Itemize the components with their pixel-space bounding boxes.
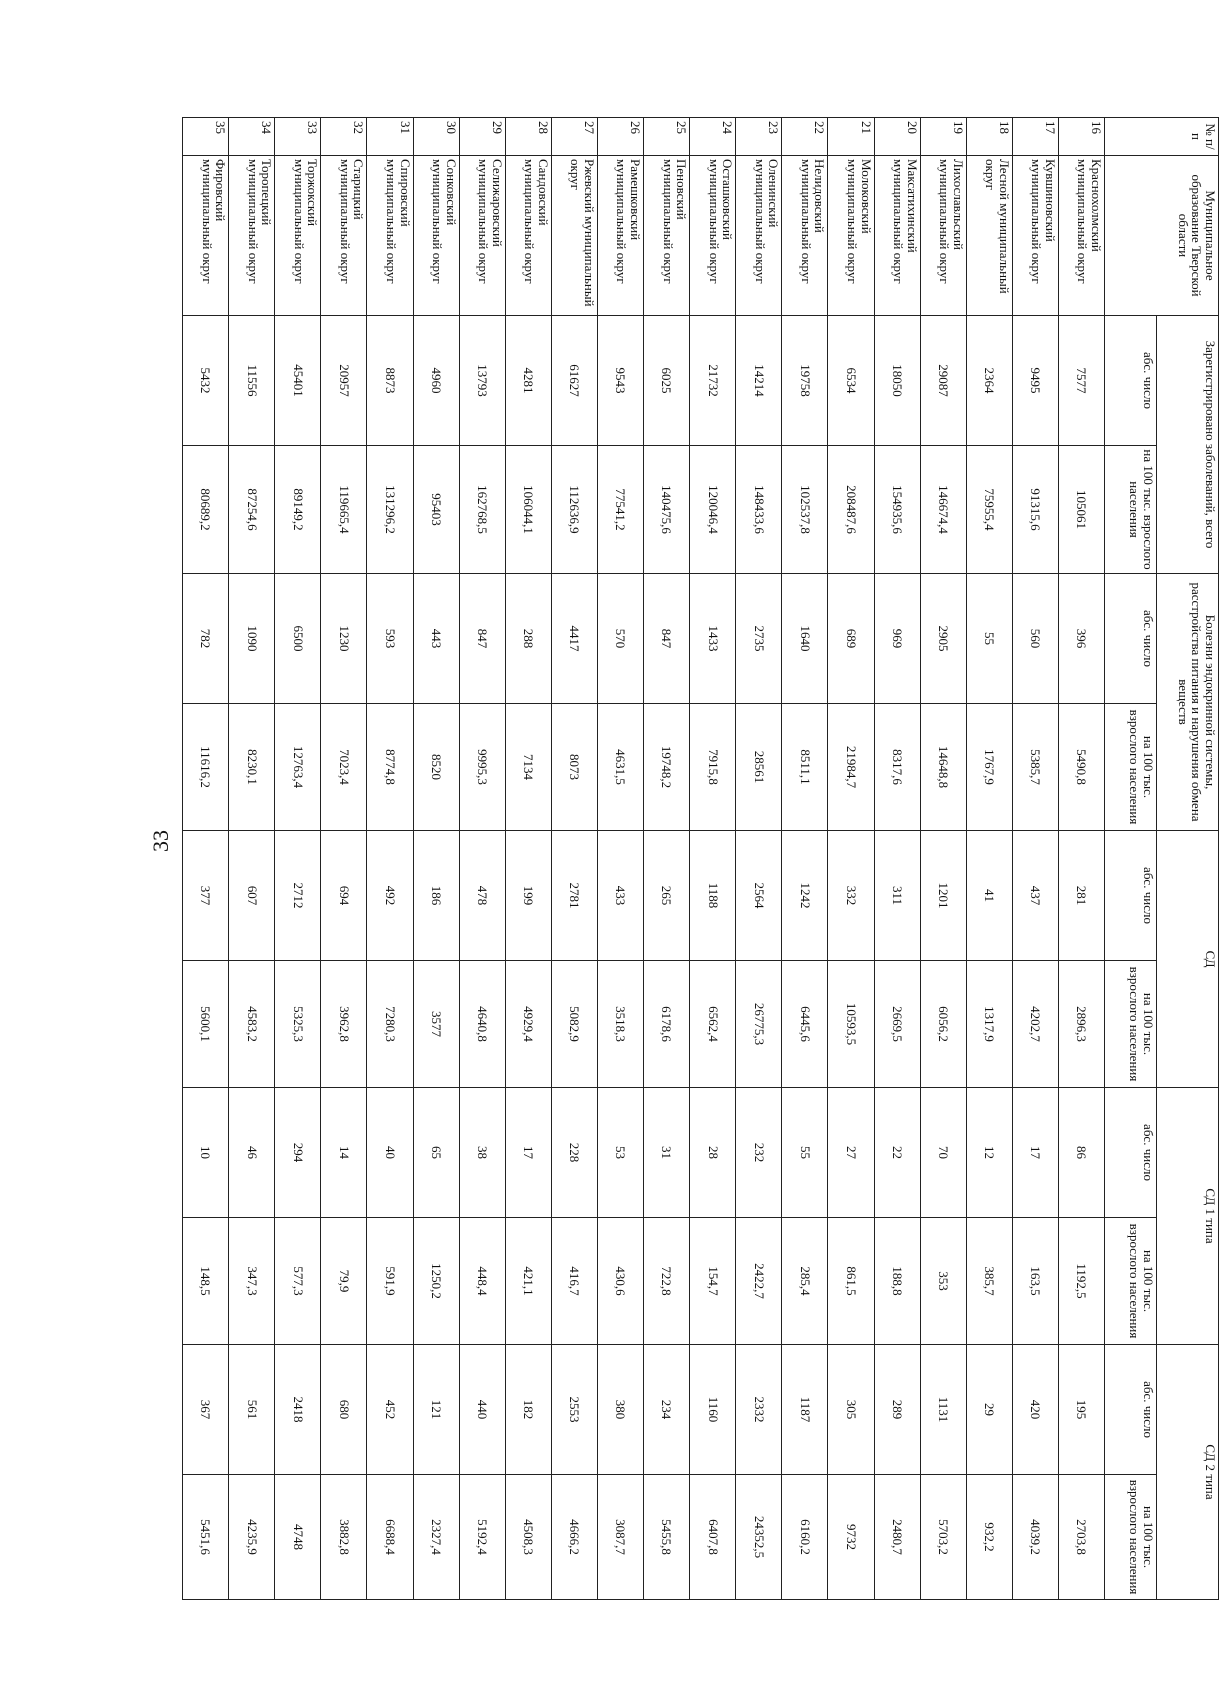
row-number: 29: [459, 118, 505, 156]
municipality-name: Сонковский муниципальный округ: [413, 156, 459, 316]
cell-abs: 560: [1012, 574, 1058, 704]
cell-per100k: 26775,3: [736, 961, 782, 1088]
cell-per100k: 208487,6: [828, 446, 874, 574]
cell-abs: 70: [920, 1088, 966, 1218]
table-row: [966, 118, 1012, 1600]
header-per100k: на 100 тыс. взрослого населения: [1105, 961, 1157, 1088]
header-per100k: на 100 тыс. взрослого населения: [1105, 1218, 1157, 1345]
header-abs: абс. число: [1105, 1088, 1157, 1218]
cell-per100k: 4631,5: [597, 704, 643, 831]
cell-per100k: 112636,9: [551, 446, 597, 574]
municipality-name: Нелидовский муниципальный округ: [782, 156, 828, 316]
cell-per100k: 154935,6: [874, 446, 920, 574]
cell-per100k: 577,3: [275, 1218, 321, 1345]
cell-abs: 14214: [736, 316, 782, 446]
row-number: 32: [321, 118, 367, 156]
cell-per100k: 3087,7: [597, 1475, 643, 1600]
table-row: [183, 118, 229, 1600]
cell-per100k: 722,8: [644, 1218, 690, 1345]
cell-abs: 311: [874, 831, 920, 961]
cell-abs: 41: [966, 831, 1012, 961]
cell-abs: 6500: [275, 574, 321, 704]
row-number: 26: [597, 118, 643, 156]
cell-abs: 694: [321, 831, 367, 961]
cell-abs: 228: [551, 1088, 597, 1218]
cell-per100k: 120046,4: [690, 446, 736, 574]
cell-per100k: 8317,6: [874, 704, 920, 831]
table-row: [367, 118, 413, 1600]
cell-abs: 13793: [459, 316, 505, 446]
cell-abs: 2735: [736, 574, 782, 704]
cell-abs: 433: [597, 831, 643, 961]
cell-per100k: 6407,8: [690, 1475, 736, 1600]
cell-per100k: 8073: [551, 704, 597, 831]
table-row: [413, 118, 459, 1600]
cell-per100k: 148,5: [183, 1218, 229, 1345]
cell-per100k: 4640,8: [459, 961, 505, 1088]
cell-per100k: 5451,6: [183, 1475, 229, 1600]
cell-per100k: 8230,1: [229, 704, 275, 831]
table-row: [690, 118, 736, 1600]
header-abs: абс. число: [1105, 1345, 1157, 1475]
cell-per100k: 591,9: [367, 1218, 413, 1345]
row-number: 33: [275, 118, 321, 156]
cell-abs: 9495: [1012, 316, 1058, 446]
page-number: [150, 830, 172, 852]
cell-abs: 7577: [1058, 316, 1104, 446]
cell-abs: 40: [367, 1088, 413, 1218]
cell-abs: 10: [183, 1088, 229, 1218]
header-abs: абс. число: [1105, 574, 1157, 704]
cell-per100k: 8774,8: [367, 704, 413, 831]
row-number: 34: [229, 118, 275, 156]
cell-abs: 1188: [690, 831, 736, 961]
header-per100k: на 100 тыс. взрослого населения: [1105, 446, 1157, 574]
cell-abs: 199: [505, 831, 551, 961]
cell-abs: 21732: [690, 316, 736, 446]
cell-abs: 782: [183, 574, 229, 704]
cell-abs: 29087: [920, 316, 966, 446]
cell-abs: 28: [690, 1088, 736, 1218]
municipality-name: Торопецкий муниципальный округ: [229, 156, 275, 316]
header-group-sd1: СД 1 типа: [1157, 1088, 1219, 1345]
municipality-name: Оленинский муниципальный округ: [736, 156, 782, 316]
cell-per100k: 5385,7: [1012, 704, 1058, 831]
cell-abs: 2553: [551, 1345, 597, 1475]
cell-abs: 4281: [505, 316, 551, 446]
municipality-name: Молоковский муниципальный округ: [828, 156, 874, 316]
cell-per100k: 146674,4: [920, 446, 966, 574]
cell-abs: 1201: [920, 831, 966, 961]
cell-abs: 452: [367, 1345, 413, 1475]
municipality-name: Кувшиновский муниципальный округ: [1012, 156, 1058, 316]
cell-per100k: 9732: [828, 1475, 874, 1600]
municipality-name: Сандовский муниципальный округ: [505, 156, 551, 316]
row-number: 22: [782, 118, 828, 156]
cell-abs: 1230: [321, 574, 367, 704]
cell-per100k: 3518,3: [597, 961, 643, 1088]
cell-per100k: 12763,4: [275, 704, 321, 831]
cell-per100k: 5703,2: [920, 1475, 966, 1600]
cell-abs: 2332: [736, 1345, 782, 1475]
cell-per100k: 421,1: [505, 1218, 551, 1345]
cell-per100k: 6056,2: [920, 961, 966, 1088]
cell-abs: 6025: [644, 316, 690, 446]
row-number: 20: [874, 118, 920, 156]
cell-per100k: 4508,3: [505, 1475, 551, 1600]
cell-abs: 294: [275, 1088, 321, 1218]
header-per100k: на 100 тыс. взрослого населения: [1105, 704, 1157, 831]
cell-per100k: 6688,4: [367, 1475, 413, 1600]
cell-per100k: 6562,4: [690, 961, 736, 1088]
cell-abs: 9543: [597, 316, 643, 446]
cell-per100k: 105061: [1058, 446, 1104, 574]
cell-abs: 2781: [551, 831, 597, 961]
cell-abs: 86: [1058, 1088, 1104, 1218]
cell-abs: 195: [1058, 1345, 1104, 1475]
cell-abs: 17: [505, 1088, 551, 1218]
table-row: [229, 118, 275, 1600]
municipality-name: Ржевский муниципальный округ: [551, 156, 597, 316]
header-number: № п/п: [1105, 118, 1219, 156]
rotated-table-container: [182, 117, 1219, 1595]
row-number: 31: [367, 118, 413, 156]
cell-per100k: 4666,2: [551, 1475, 597, 1600]
cell-per100k: 9995,3: [459, 704, 505, 831]
cell-per100k: 91315,6: [1012, 446, 1058, 574]
cell-abs: 11556: [229, 316, 275, 446]
header-group-total: Зарегистрировано заболеваний, всего: [1157, 316, 1219, 574]
cell-abs: 5432: [183, 316, 229, 446]
row-number: 16: [1058, 118, 1104, 156]
cell-abs: 61627: [551, 316, 597, 446]
cell-abs: 121: [413, 1345, 459, 1475]
cell-abs: 31: [644, 1088, 690, 1218]
cell-per100k: 3577: [413, 961, 459, 1088]
cell-abs: 186: [413, 831, 459, 961]
header-group-sd2: СД 2 типа: [1157, 1345, 1219, 1600]
cell-abs: 443: [413, 574, 459, 704]
row-number: 17: [1012, 118, 1058, 156]
cell-per100k: 353: [920, 1218, 966, 1345]
cell-per100k: 5455,8: [644, 1475, 690, 1600]
cell-abs: 17: [1012, 1088, 1058, 1218]
cell-abs: 4417: [551, 574, 597, 704]
cell-abs: 4960: [413, 316, 459, 446]
municipality-name: Селижаровский муниципальный округ: [459, 156, 505, 316]
row-number: 27: [551, 118, 597, 156]
table-row: [275, 118, 321, 1600]
cell-abs: 38: [459, 1088, 505, 1218]
cell-abs: 969: [874, 574, 920, 704]
cell-per100k: 2703,8: [1058, 1475, 1104, 1600]
cell-abs: 478: [459, 831, 505, 961]
cell-abs: 332: [828, 831, 874, 961]
cell-abs: 1242: [782, 831, 828, 961]
municipality-name: Осташковский муниципальный округ: [690, 156, 736, 316]
cell-abs: 55: [966, 574, 1012, 704]
cell-per100k: 154,7: [690, 1218, 736, 1345]
cell-per100k: 7915,8: [690, 704, 736, 831]
statistics-table: [182, 117, 1219, 1600]
table-row: [551, 118, 597, 1600]
municipality-name: Рамешковский муниципальный округ: [597, 156, 643, 316]
municipality-name: Лихославльский муниципальный округ: [920, 156, 966, 316]
cell-per100k: 131296,2: [367, 446, 413, 574]
cell-abs: 1640: [782, 574, 828, 704]
cell-abs: 1160: [690, 1345, 736, 1475]
cell-abs: 234: [644, 1345, 690, 1475]
header-group-endocrine: Болезни эндокринной системы, расстройства питания и нарушения обмена веществ: [1157, 574, 1219, 831]
cell-per100k: 8520: [413, 704, 459, 831]
municipality-name: Лесной муниципальный округ: [966, 156, 1012, 316]
cell-per100k: 7280,3: [367, 961, 413, 1088]
cell-per100k: 3882,8: [321, 1475, 367, 1600]
cell-abs: 29: [966, 1345, 1012, 1475]
cell-per100k: 5082,9: [551, 961, 597, 1088]
header-abs: абс. число: [1105, 316, 1157, 446]
cell-per100k: 5192,4: [459, 1475, 505, 1600]
cell-abs: 377: [183, 831, 229, 961]
cell-per100k: 4929,4: [505, 961, 551, 1088]
municipality-name: Спировский муниципальный округ: [367, 156, 413, 316]
cell-abs: 847: [459, 574, 505, 704]
cell-abs: 1131: [920, 1345, 966, 1475]
row-number: 23: [736, 118, 782, 156]
cell-abs: 18050: [874, 316, 920, 446]
cell-per100k: 385,7: [966, 1218, 1012, 1345]
cell-abs: 22: [874, 1088, 920, 1218]
cell-per100k: 95403: [413, 446, 459, 574]
cell-per100k: 148433,6: [736, 446, 782, 574]
table-row: [1012, 118, 1058, 1600]
cell-per100k: 6445,6: [782, 961, 828, 1088]
cell-abs: 437: [1012, 831, 1058, 961]
table-row: [920, 118, 966, 1600]
table-row: [321, 118, 367, 1600]
cell-abs: 367: [183, 1345, 229, 1475]
header-group-sd: СД: [1157, 831, 1219, 1088]
cell-per100k: 416,7: [551, 1218, 597, 1345]
cell-per100k: 1767,9: [966, 704, 1012, 831]
cell-per100k: 6160,2: [782, 1475, 828, 1600]
cell-abs: 289: [874, 1345, 920, 1475]
cell-per100k: 3962,8: [321, 961, 367, 1088]
cell-abs: 55: [782, 1088, 828, 1218]
cell-abs: 8873: [367, 316, 413, 446]
cell-per100k: 19748,2: [644, 704, 690, 831]
cell-abs: 288: [505, 574, 551, 704]
cell-per100k: 2669,5: [874, 961, 920, 1088]
cell-abs: 182: [505, 1345, 551, 1475]
cell-abs: 232: [736, 1088, 782, 1218]
cell-per100k: 347,3: [229, 1218, 275, 1345]
cell-per100k: 79,9: [321, 1218, 367, 1345]
cell-abs: 1090: [229, 574, 275, 704]
row-number: 21: [828, 118, 874, 156]
table-row: [874, 118, 920, 1600]
cell-per100k: 285,4: [782, 1218, 828, 1345]
cell-per100k: 7134: [505, 704, 551, 831]
cell-per100k: 4202,7: [1012, 961, 1058, 1088]
cell-abs: 396: [1058, 574, 1104, 704]
cell-abs: 607: [229, 831, 275, 961]
municipality-name: Пеновский муниципальный округ: [644, 156, 690, 316]
cell-per100k: 8511,1: [782, 704, 828, 831]
table-row: [782, 118, 828, 1600]
cell-per100k: 163,5: [1012, 1218, 1058, 1345]
municipality-name: Старицкий муниципальный округ: [321, 156, 367, 316]
cell-abs: 281: [1058, 831, 1104, 961]
cell-abs: 45401: [275, 316, 321, 446]
cell-per100k: 140475,6: [644, 446, 690, 574]
cell-per100k: 4583,2: [229, 961, 275, 1088]
cell-abs: 65: [413, 1088, 459, 1218]
municipality-name: Максатихинский муниципальный округ: [874, 156, 920, 316]
cell-abs: 440: [459, 1345, 505, 1475]
cell-per100k: 5600,1: [183, 961, 229, 1088]
cell-abs: 492: [367, 831, 413, 961]
cell-per100k: 188,8: [874, 1218, 920, 1345]
cell-per100k: 119665,4: [321, 446, 367, 574]
cell-abs: 2364: [966, 316, 1012, 446]
cell-per100k: 75955,4: [966, 446, 1012, 574]
table-row: [459, 118, 505, 1600]
cell-abs: 420: [1012, 1345, 1058, 1475]
cell-per100k: 28561: [736, 704, 782, 831]
table-row: [736, 118, 782, 1600]
table-row: [505, 118, 551, 1600]
row-number: 18: [966, 118, 1012, 156]
table-row: [597, 118, 643, 1600]
cell-abs: 14: [321, 1088, 367, 1218]
cell-per100k: 5490,8: [1058, 704, 1104, 831]
cell-abs: 305: [828, 1345, 874, 1475]
cell-per100k: 430,6: [597, 1218, 643, 1345]
cell-abs: 2564: [736, 831, 782, 961]
cell-abs: 380: [597, 1345, 643, 1475]
cell-per100k: 7023,4: [321, 704, 367, 831]
cell-per100k: 932,2: [966, 1475, 1012, 1600]
cell-abs: 20957: [321, 316, 367, 446]
table-row: [828, 118, 874, 1600]
cell-per100k: 87254,6: [229, 446, 275, 574]
table-row: [644, 118, 690, 1600]
cell-per100k: 14648,8: [920, 704, 966, 831]
cell-per100k: 21984,7: [828, 704, 874, 831]
cell-abs: 265: [644, 831, 690, 961]
cell-per100k: 89149,2: [275, 446, 321, 574]
cell-abs: 46: [229, 1088, 275, 1218]
cell-per100k: 77541,2: [597, 446, 643, 574]
cell-per100k: 2480,7: [874, 1475, 920, 1600]
cell-per100k: 6178,6: [644, 961, 690, 1088]
cell-per100k: 861,5: [828, 1218, 874, 1345]
cell-abs: 19758: [782, 316, 828, 446]
cell-per100k: 1250,2: [413, 1218, 459, 1345]
cell-per100k: 1192,5: [1058, 1218, 1104, 1345]
cell-per100k: 2327,4: [413, 1475, 459, 1600]
cell-per100k: 102537,8: [782, 446, 828, 574]
cell-per100k: 4039,2: [1012, 1475, 1058, 1600]
header-abs: абс. число: [1105, 831, 1157, 961]
cell-abs: 847: [644, 574, 690, 704]
cell-per100k: 24352,5: [736, 1475, 782, 1600]
cell-per100k: 80689,2: [183, 446, 229, 574]
municipality-name: Краснохолмский муниципальный округ: [1058, 156, 1104, 316]
cell-abs: 570: [597, 574, 643, 704]
municipality-name: Фировский муниципальный округ: [183, 156, 229, 316]
cell-per100k: 448,4: [459, 1218, 505, 1345]
cell-per100k: 106044,1: [505, 446, 551, 574]
table-row: [1058, 118, 1104, 1600]
cell-abs: 1187: [782, 1345, 828, 1475]
cell-abs: 2712: [275, 831, 321, 961]
cell-per100k: 5325,3: [275, 961, 321, 1088]
cell-per100k: 162768,5: [459, 446, 505, 574]
cell-abs: 2418: [275, 1345, 321, 1475]
cell-abs: 1433: [690, 574, 736, 704]
row-number: 28: [505, 118, 551, 156]
cell-abs: 680: [321, 1345, 367, 1475]
header-per100k: на 100 тыс. взрослого населения: [1105, 1475, 1157, 1600]
cell-abs: 12: [966, 1088, 1012, 1218]
cell-abs: 6534: [828, 316, 874, 446]
header-municipality: Муниципальное образование Тверской области: [1105, 156, 1219, 316]
row-number: 35: [183, 118, 229, 156]
cell-abs: 53: [597, 1088, 643, 1218]
cell-per100k: 10593,5: [828, 961, 874, 1088]
cell-per100k: 2896,3: [1058, 961, 1104, 1088]
page-number-text: 33: [148, 830, 173, 852]
cell-abs: 27: [828, 1088, 874, 1218]
cell-abs: 593: [367, 574, 413, 704]
cell-per100k: 2422,7: [736, 1218, 782, 1345]
row-number: 19: [920, 118, 966, 156]
cell-per100k: 4748: [275, 1475, 321, 1600]
cell-abs: 689: [828, 574, 874, 704]
row-number: 24: [690, 118, 736, 156]
cell-per100k: 4235,9: [229, 1475, 275, 1600]
row-number: 25: [644, 118, 690, 156]
row-number: 30: [413, 118, 459, 156]
table-body: [183, 118, 1105, 1600]
cell-per100k: 11616,2: [183, 704, 229, 831]
municipality-name: Торжокский муниципальный округ: [275, 156, 321, 316]
cell-abs: 2905: [920, 574, 966, 704]
cell-abs: 561: [229, 1345, 275, 1475]
cell-per100k: 1317,9: [966, 961, 1012, 1088]
